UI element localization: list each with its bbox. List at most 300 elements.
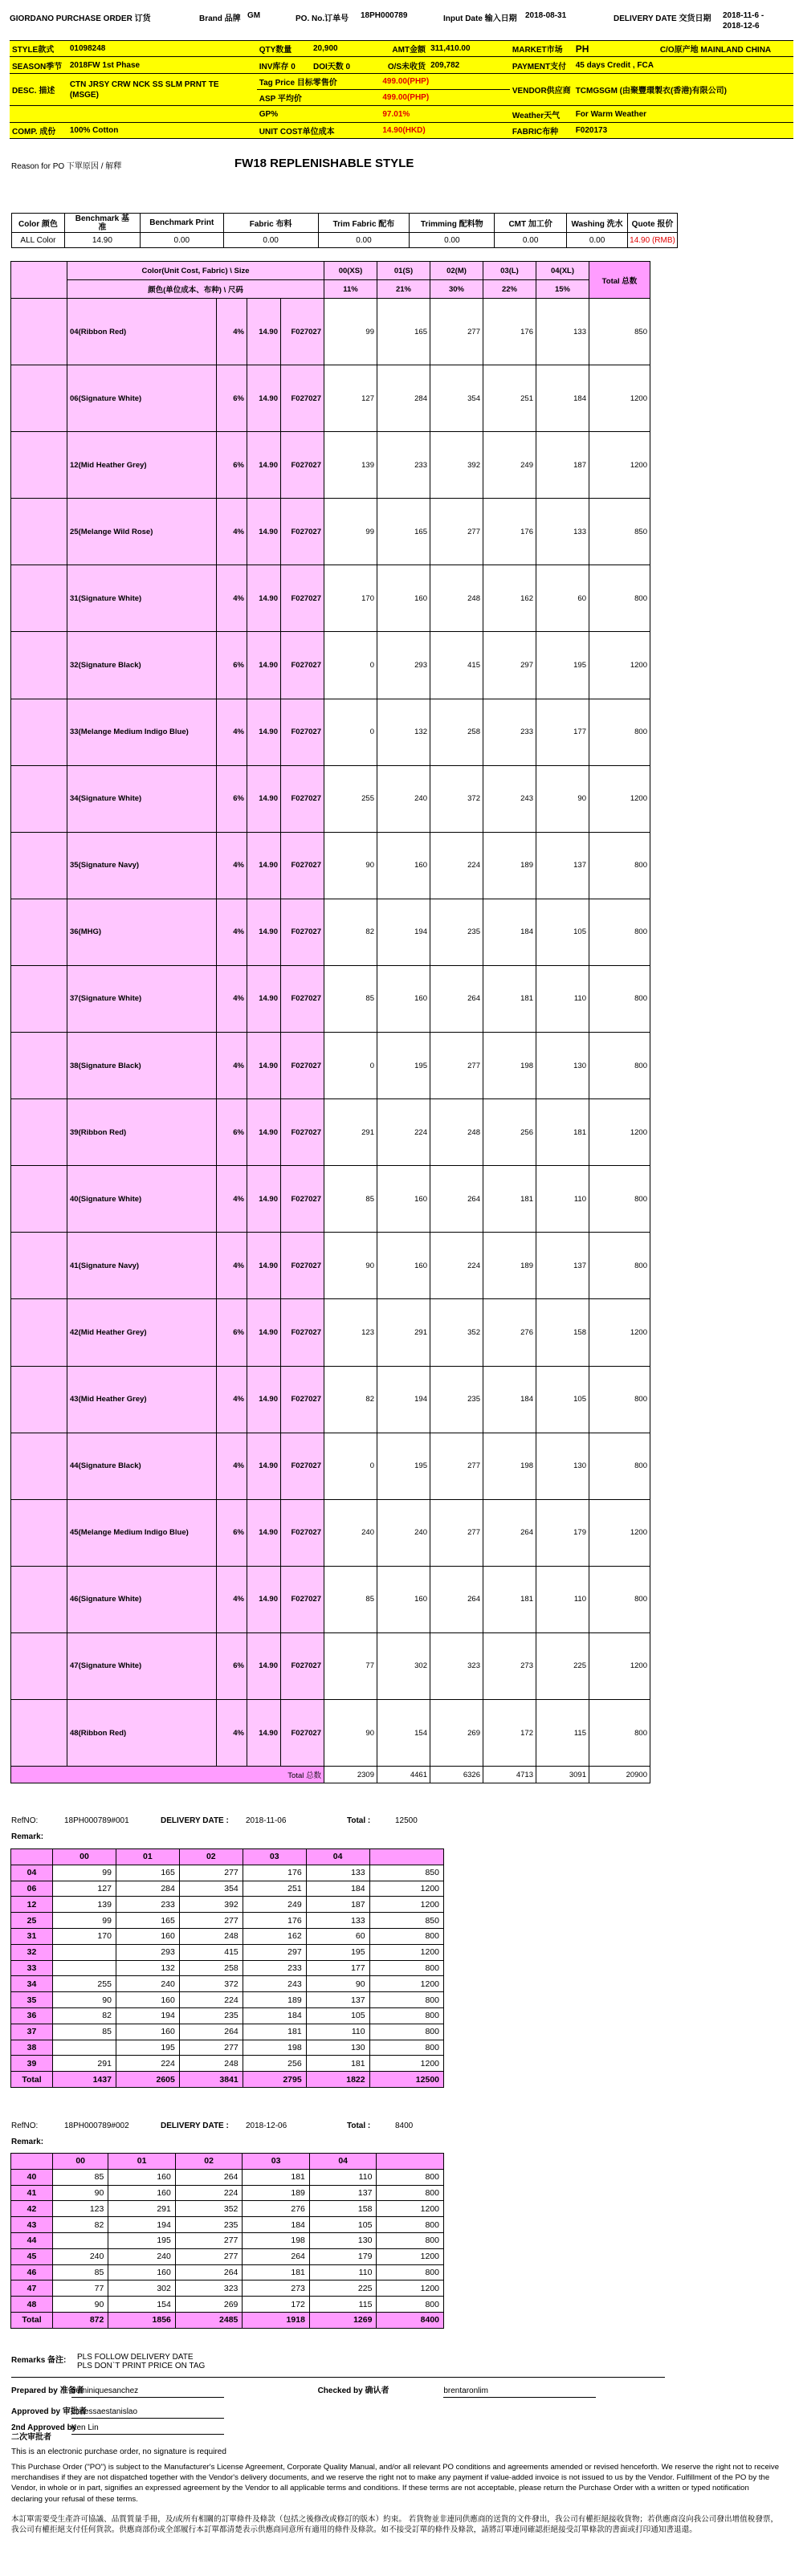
size-qty: 284 xyxy=(377,365,430,432)
fabric-code: F027027 xyxy=(281,1299,324,1366)
table-row xyxy=(11,1566,650,1632)
total-cell: 1269 xyxy=(309,2312,377,2328)
qty-cell: 302 xyxy=(108,2280,176,2297)
approved-by: vanessaestanislao xyxy=(71,2407,224,2419)
qty-cell: 99 xyxy=(53,1913,116,1929)
table-row xyxy=(11,1166,650,1233)
qty-cell: 123 xyxy=(53,2201,108,2217)
qty-cell: 110 xyxy=(309,2264,377,2280)
qty-cell: 184 xyxy=(306,1881,369,1897)
size-qty: 240 xyxy=(377,1499,430,1566)
size-qty: 195 xyxy=(536,632,589,699)
qty-cell: 160 xyxy=(108,2185,176,2201)
qty-cell: 264 xyxy=(179,2024,243,2040)
size-qty: 115 xyxy=(536,1699,589,1766)
color-ratio: 6% xyxy=(217,1632,247,1699)
color-code: 38 xyxy=(11,2040,53,2056)
size-ratio: 11% xyxy=(324,280,377,299)
row-total: 800 xyxy=(589,1366,650,1433)
table-row xyxy=(11,2297,444,2313)
size-qty: 82 xyxy=(324,899,377,965)
doi-value: 0 xyxy=(345,62,351,71)
size-qty: 90 xyxy=(536,765,589,832)
qty-cell: 1200 xyxy=(369,1897,443,1913)
qty-cell: 233 xyxy=(243,1960,306,1976)
qty-cell: 251 xyxy=(243,1881,306,1897)
qty-cell: 264 xyxy=(243,2248,310,2264)
color-code: 34 xyxy=(11,1976,53,1992)
qty-cell: 181 xyxy=(243,2024,306,2040)
table-row xyxy=(11,2232,444,2248)
unit-cost: 14.90 xyxy=(247,832,281,899)
qty-cell: 195 xyxy=(108,2232,176,2248)
electronic-note: This is an electronic purchase order, no signature is required xyxy=(11,2448,226,2456)
size-qty: 249 xyxy=(483,432,536,499)
color-code: 06 xyxy=(11,1881,53,1897)
qty-cell: 160 xyxy=(108,2169,176,2185)
desc-line2: (MSGE) xyxy=(69,90,99,100)
size-qty: 165 xyxy=(377,299,430,365)
amt-value: 311,410.00 xyxy=(428,41,510,57)
size-qty: 0 xyxy=(324,1433,377,1499)
os-label: O/S未收货 xyxy=(380,57,428,74)
size-qty: 240 xyxy=(324,1499,377,1566)
size-qty: 225 xyxy=(536,1632,589,1699)
qty-cell: 198 xyxy=(243,2232,310,2248)
color-ratio: 4% xyxy=(217,1433,247,1499)
color-ratio: 4% xyxy=(217,899,247,965)
size-qty: 255 xyxy=(324,765,377,832)
inv-cell xyxy=(257,57,311,74)
row-total: 1200 xyxy=(589,1499,650,1566)
total-cell: 872 xyxy=(53,2312,108,2328)
qty-cell: 179 xyxy=(309,2248,377,2264)
brand-value: GM xyxy=(247,11,261,20)
qty-cell: 276 xyxy=(243,2201,310,2217)
column-header: 00 xyxy=(53,1849,116,1865)
color-code: 25 xyxy=(11,1913,53,1929)
qty-cell: 115 xyxy=(309,2297,377,2313)
qty-cell: 130 xyxy=(306,2040,369,2056)
row-total: 800 xyxy=(589,1433,650,1499)
blank-cell xyxy=(11,1433,67,1499)
qty-cell: 60 xyxy=(306,1928,369,1944)
size-qty: 0 xyxy=(324,1033,377,1099)
size-qty: 130 xyxy=(536,1433,589,1499)
remarks-label: Remarks 备注: xyxy=(11,2356,67,2365)
table-row xyxy=(11,299,650,365)
qty-cell: 172 xyxy=(243,2297,310,2313)
qty-cell xyxy=(53,2040,116,2056)
blank-cell xyxy=(11,632,67,699)
size-qty: 224 xyxy=(430,832,483,899)
size-qty: 354 xyxy=(430,365,483,432)
qty-cell: 352 xyxy=(175,2201,243,2217)
unit-cost-label: UNIT COST单位成本 xyxy=(257,123,381,139)
approved2-label-cn: 二次审批者 xyxy=(11,2433,51,2442)
qty-cell: 850 xyxy=(369,1913,443,1929)
blank-cell xyxy=(11,432,67,499)
qty-cell: 264 xyxy=(175,2169,243,2185)
qty-cell xyxy=(53,1960,116,1976)
approved-label: Approved by 审批者 xyxy=(11,2407,87,2416)
input-date: 2018-08-31 xyxy=(525,11,567,20)
size-qty: 235 xyxy=(430,899,483,965)
asp-value: 499.00(PHP) xyxy=(380,90,510,106)
row-total: 1200 xyxy=(589,1632,650,1699)
size-qty: 105 xyxy=(536,899,589,965)
blank-cell xyxy=(11,1499,67,1566)
total-label: Total xyxy=(11,2312,53,2328)
fabric-code: F027027 xyxy=(281,1566,324,1632)
unit-cost: 14.90 xyxy=(247,432,281,499)
delivery-date-label: DELIVERY DATE : xyxy=(161,1816,229,1825)
fabric-code: F027027 xyxy=(281,1099,324,1166)
column-header xyxy=(377,2154,444,2170)
comp-label: COMP. 成份 xyxy=(10,123,67,139)
size-qty: 240 xyxy=(377,765,430,832)
color-ratio: 4% xyxy=(217,1233,247,1299)
total-cell: 3841 xyxy=(179,2072,243,2088)
divider xyxy=(11,2377,665,2378)
qty-cell: 249 xyxy=(243,1897,306,1913)
qty-cell: 90 xyxy=(53,2185,108,2201)
qty-cell: 240 xyxy=(116,1976,179,1992)
color-name: 44(Signature Black) xyxy=(67,1433,217,1499)
table-row xyxy=(11,2185,444,2201)
size-qty: 132 xyxy=(377,699,430,765)
unit-cost: 14.90 xyxy=(247,899,281,965)
size-qty: 160 xyxy=(377,1166,430,1233)
size-qty: 243 xyxy=(483,765,536,832)
unit-cost: 14.90 xyxy=(247,1699,281,1766)
color-ratio: 4% xyxy=(217,1566,247,1632)
table-row xyxy=(11,1976,444,1992)
quote-value: 14.90 (RMB) xyxy=(628,233,678,248)
desc-cell xyxy=(67,74,257,106)
column-header: 02 xyxy=(179,1849,243,1865)
delivery-date-label: DELIVERY DATE 交货日期 xyxy=(614,14,711,23)
size-qty: 277 xyxy=(430,1499,483,1566)
unit-cost: 14.90 xyxy=(247,1033,281,1099)
qty-cell: 176 xyxy=(243,1913,306,1929)
table-row xyxy=(11,2201,444,2217)
color-name: 46(Signature White) xyxy=(67,1566,217,1632)
color-name: 37(Signature White) xyxy=(67,965,217,1032)
qty-cell: 77 xyxy=(53,2280,108,2297)
size-qty: 392 xyxy=(430,432,483,499)
blank-cell xyxy=(11,365,67,432)
table-row xyxy=(11,432,650,499)
fabric-code: F027027 xyxy=(281,1033,324,1099)
size-qty: 130 xyxy=(536,1033,589,1099)
blank-cell xyxy=(11,1233,67,1299)
row-total: 800 xyxy=(589,565,650,632)
payment-label: PAYMENT支付 xyxy=(510,57,573,74)
cost-value: 0.00 xyxy=(495,233,567,248)
size-qty: 415 xyxy=(430,632,483,699)
cost-header: Benchmark Print xyxy=(140,214,223,233)
desc-line1: CTN JRSY CRW NCK SS SLM PRNT TE xyxy=(69,79,219,89)
qty-cell: 194 xyxy=(116,2007,179,2024)
qty-cell: 1200 xyxy=(377,2248,444,2264)
unit-cost: 14.90 xyxy=(247,1566,281,1632)
grand-total: 20900 xyxy=(589,1767,650,1783)
size-qty: 181 xyxy=(483,965,536,1032)
grand-total: 2309 xyxy=(324,1767,377,1783)
row-total: 1200 xyxy=(589,1099,650,1166)
cost-header: Trim Fabric 配布 xyxy=(318,214,410,233)
size-qty: 137 xyxy=(536,1233,589,1299)
qty-cell: 800 xyxy=(377,2297,444,2313)
qty-cell: 195 xyxy=(116,2040,179,2056)
fabric-code: F027027 xyxy=(281,499,324,565)
inv-value: 0 xyxy=(291,62,296,71)
prepared-label: Prepared by 准备者 xyxy=(11,2386,84,2395)
color-name: 25(Melange Wild Rose) xyxy=(67,499,217,565)
table-row xyxy=(11,965,650,1032)
qty-cell: 181 xyxy=(306,2056,369,2072)
fabric-code: F027027 xyxy=(281,1632,324,1699)
qty-cell: 82 xyxy=(53,2007,116,2024)
row-total: 800 xyxy=(589,899,650,965)
color-name: 47(Signature White) xyxy=(67,1632,217,1699)
total-value: 8400 xyxy=(395,2122,414,2130)
cost-breakdown-table xyxy=(11,213,678,248)
size-qty: 90 xyxy=(324,832,377,899)
approved2-label: 2nd Approved by xyxy=(11,2423,77,2432)
size-qty: 99 xyxy=(324,299,377,365)
qty-cell: 277 xyxy=(179,1865,243,1881)
size-ratio: 15% xyxy=(536,280,589,299)
qty-cell: 224 xyxy=(179,1992,243,2008)
unit-cost: 14.90 xyxy=(247,1499,281,1566)
size-qty: 264 xyxy=(430,1566,483,1632)
table-row xyxy=(11,1033,650,1099)
size-qty: 133 xyxy=(536,499,589,565)
size-qty: 258 xyxy=(430,699,483,765)
unit-cost: 14.90 xyxy=(247,299,281,365)
size-qty: 291 xyxy=(324,1099,377,1166)
fabric-code: F027027 xyxy=(281,699,324,765)
fabric-code: F027027 xyxy=(281,565,324,632)
qty-cell: 277 xyxy=(179,2040,243,2056)
input-date-label: Input Date 输入日期 xyxy=(443,14,517,23)
qty-cell: 284 xyxy=(116,1881,179,1897)
qty-cell: 800 xyxy=(369,2007,443,2024)
size-qty: 60 xyxy=(536,565,589,632)
qty-cell: 1200 xyxy=(377,2280,444,2297)
row-total: 850 xyxy=(589,499,650,565)
payment-value: 45 days Credit , FCA xyxy=(573,57,793,74)
color-code: 44 xyxy=(11,2232,53,2248)
qty-cell: 170 xyxy=(53,1928,116,1944)
qty-cell: 160 xyxy=(116,1928,179,1944)
column-header: 00 xyxy=(53,2154,108,2170)
qty-cell: 372 xyxy=(179,1976,243,1992)
size-qty: 184 xyxy=(536,365,589,432)
color-code: 45 xyxy=(11,2248,53,2264)
remark-label: Remark: xyxy=(11,2138,44,2146)
size-qty: 133 xyxy=(536,299,589,365)
comp-value: 100% Cotton xyxy=(67,123,257,139)
size-ratio: 21% xyxy=(377,280,430,299)
qty-cell: 176 xyxy=(243,1865,306,1881)
total-cell: 1856 xyxy=(108,2312,176,2328)
unit-cost: 14.90 xyxy=(247,499,281,565)
row-total: 800 xyxy=(589,699,650,765)
qty-cell: 1200 xyxy=(369,1976,443,1992)
table-row xyxy=(11,832,650,899)
color-ratio: 6% xyxy=(217,365,247,432)
column-header xyxy=(369,1849,443,1865)
unit-cost: 14.90 xyxy=(247,1632,281,1699)
row-total: 800 xyxy=(589,1566,650,1632)
size-qty: 158 xyxy=(536,1299,589,1366)
color-ratio: 6% xyxy=(217,432,247,499)
size-qty: 177 xyxy=(536,699,589,765)
blank-cell xyxy=(67,106,257,123)
size-qty: 264 xyxy=(483,1499,536,1566)
size-qty: 179 xyxy=(536,1499,589,1566)
size-qty: 273 xyxy=(483,1632,536,1699)
size-header: 03(L) xyxy=(483,262,536,280)
table-row xyxy=(11,2056,444,2072)
table-row xyxy=(11,1960,444,1976)
fabric-code: F027027 xyxy=(281,365,324,432)
color-name: 40(Signature White) xyxy=(67,1166,217,1233)
color-ratio: 6% xyxy=(217,1499,247,1566)
po-header xyxy=(10,11,789,31)
fabric-code: F027027 xyxy=(281,432,324,499)
qty-cell: 187 xyxy=(306,1897,369,1913)
remark-label: Remark: xyxy=(11,1832,44,1841)
color-ratio: 4% xyxy=(217,965,247,1032)
size-qty: 172 xyxy=(483,1699,536,1766)
qty-cell: 277 xyxy=(179,1913,243,1929)
cost-value: 0.00 xyxy=(410,233,495,248)
cost-header: Benchmark 基 准 xyxy=(64,214,140,233)
grand-total: 3091 xyxy=(536,1767,589,1783)
blank-cell xyxy=(11,765,67,832)
blank-cell xyxy=(11,1632,67,1699)
qty-cell: 255 xyxy=(53,1976,116,1992)
qty-cell: 800 xyxy=(369,2024,443,2040)
size-qty: 176 xyxy=(483,499,536,565)
cost-header: Quote 报价 xyxy=(628,214,678,233)
size-qty: 127 xyxy=(324,365,377,432)
po-number: 18PH000789 xyxy=(361,11,408,20)
size-qty: 352 xyxy=(430,1299,483,1366)
qty-cell: 165 xyxy=(116,1865,179,1881)
cost-value: 0.00 xyxy=(567,233,628,248)
qty-cell: 127 xyxy=(53,1881,116,1897)
column-header: 01 xyxy=(108,2154,176,2170)
color-size-header-cn: 颜色(单位成本、布种) \ 尺码 xyxy=(67,280,324,299)
qty-cell: 233 xyxy=(116,1897,179,1913)
approved2-label-block xyxy=(11,2423,77,2443)
unit-cost: 14.90 xyxy=(247,1166,281,1233)
blank-cell xyxy=(11,1299,67,1366)
blank-cell xyxy=(11,1166,67,1233)
table-row xyxy=(11,499,650,565)
column-header xyxy=(11,2154,53,2170)
qty-cell: 105 xyxy=(306,2007,369,2024)
cost-header: CMT 加工价 xyxy=(495,214,567,233)
fabric-code: F027027 xyxy=(281,765,324,832)
qty-cell: 110 xyxy=(306,2024,369,2040)
color-code: 47 xyxy=(11,2280,53,2297)
size-qty: 160 xyxy=(377,832,430,899)
table-row xyxy=(11,1913,444,1929)
row-total: 800 xyxy=(589,1233,650,1299)
column-header: 04 xyxy=(309,2154,377,2170)
qty-cell: 133 xyxy=(306,1865,369,1881)
cost-value: 14.90 xyxy=(64,233,140,248)
blank-cell: Total 总数 xyxy=(11,1767,324,1783)
cost-header: Washing 洗水 xyxy=(567,214,628,233)
size-qty: 82 xyxy=(324,1366,377,1433)
unit-cost: 14.90 xyxy=(247,632,281,699)
size-qty: 85 xyxy=(324,965,377,1032)
size-qty: 162 xyxy=(483,565,536,632)
blank-cell xyxy=(11,1033,67,1099)
unit-cost: 14.90 xyxy=(247,365,281,432)
table-row xyxy=(11,2280,444,2297)
delivery-date-end: 2018-12-6 xyxy=(723,22,760,31)
qty-cell: 800 xyxy=(369,1992,443,2008)
table-row xyxy=(11,632,650,699)
blank-cell xyxy=(11,565,67,632)
po-label: PO. No.订单号 xyxy=(296,14,349,23)
ref-number: 18PH000789#002 xyxy=(64,2122,129,2130)
color-ratio: 6% xyxy=(217,765,247,832)
unit-cost: 14.90 xyxy=(247,1099,281,1166)
row-total: 800 xyxy=(589,1033,650,1099)
size-qty: 176 xyxy=(483,299,536,365)
blank-cell xyxy=(11,1099,67,1166)
column-header xyxy=(11,1849,53,1865)
size-qty: 372 xyxy=(430,765,483,832)
color-name: 36(MHG) xyxy=(67,899,217,965)
color-code: 39 xyxy=(11,2056,53,2072)
delivery-date: 2018-11-06 xyxy=(246,1816,287,1825)
color-name: 42(Mid Heather Grey) xyxy=(67,1299,217,1366)
color-code: 41 xyxy=(11,2185,53,2201)
delivery-2-table xyxy=(10,2153,444,2329)
color-ratio: 4% xyxy=(217,1366,247,1433)
color-code: 12 xyxy=(11,1897,53,1913)
size-qty: 194 xyxy=(377,1366,430,1433)
page-title: FW18 REPLENISHABLE STYLE xyxy=(234,157,414,170)
color-code: 32 xyxy=(11,1944,53,1960)
size-qty: 277 xyxy=(430,1033,483,1099)
size-qty: 110 xyxy=(536,1566,589,1632)
size-qty: 160 xyxy=(377,565,430,632)
size-qty: 0 xyxy=(324,699,377,765)
fabric-label: FABRIC布种 xyxy=(510,123,573,139)
qty-cell: 273 xyxy=(243,2280,310,2297)
color-code: 43 xyxy=(11,2217,53,2233)
size-qty: 195 xyxy=(377,1033,430,1099)
table-row xyxy=(11,699,650,765)
desc-label: DESC. 描述 xyxy=(10,74,67,106)
column-header: 04 xyxy=(306,1849,369,1865)
color-ratio: 4% xyxy=(217,299,247,365)
qty-cell: 184 xyxy=(243,2007,306,2024)
qty-cell: 1200 xyxy=(369,1944,443,1960)
row-total: 850 xyxy=(589,299,650,365)
